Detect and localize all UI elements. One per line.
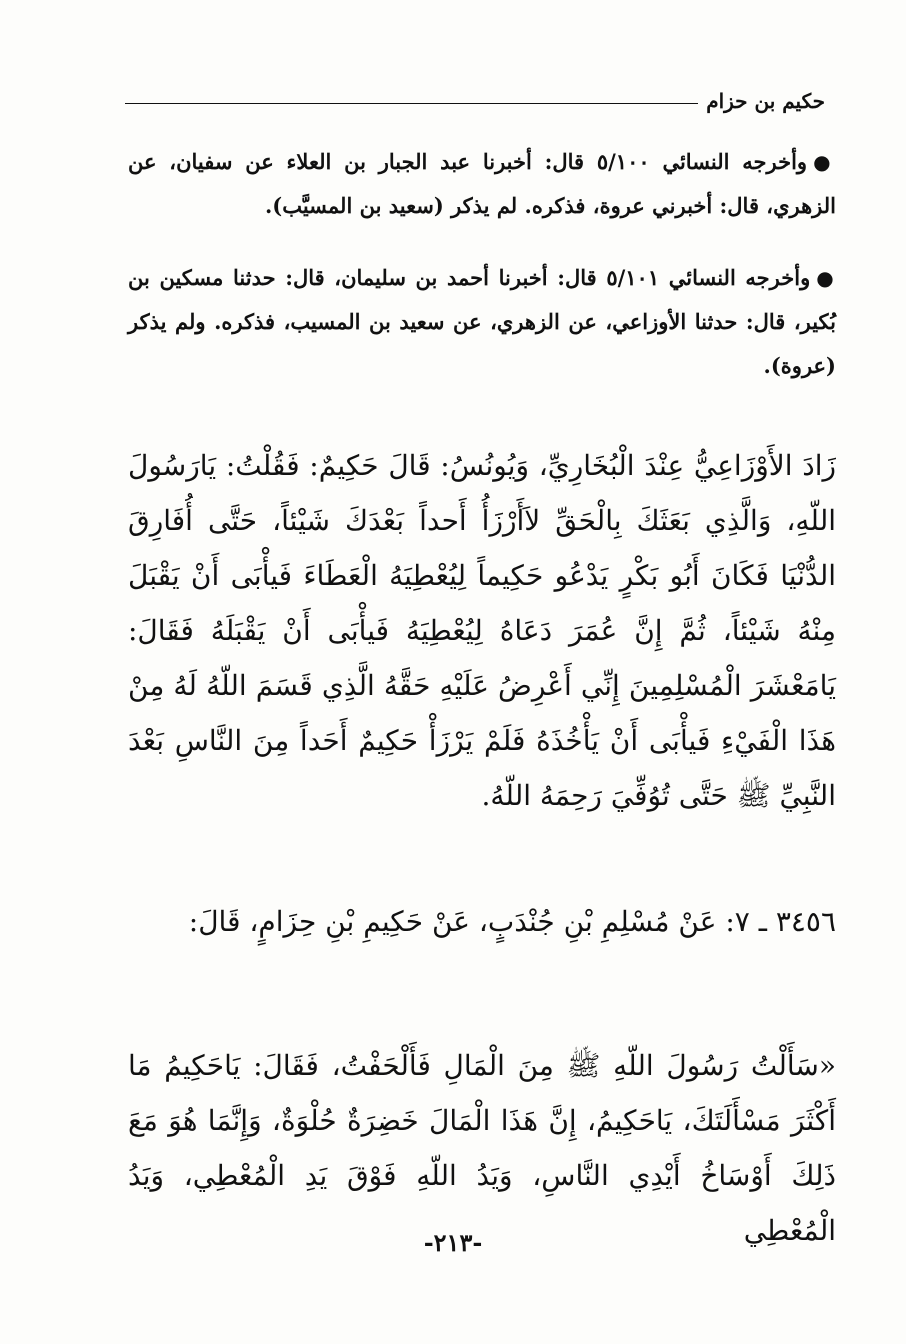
page-number: -٢١٣- [423, 1228, 483, 1257]
footnote-1 [128, 140, 836, 228]
header-rule [125, 103, 698, 104]
footnote-2 [128, 256, 836, 388]
bullet-icon: ● [813, 150, 837, 174]
hadith-text: «سَأَلْتُ رَسُولَ اللّهِ ﷺ مِنَ الْمَالِ فَأَلْحَفْتُ، فَقَالَ: يَاحَكِيمُ مَا أَكْثَرَ مَسْأَلَتَكَ، يَاحَكِيمُ، إِنَّ هَذَا الْمَالَ خَضِرَةٌ حُلْوَةٌ، وَإِنَّمَا هُوَ مَعَ ذَلِكَ أَوْسَاخُ أَيْدِي النَّاسِ، وَيَدُ اللّهِ فَوْقَ يَدِ الْمُعْطِي، وَيَدُ الْمُعْطِي [128, 1049, 836, 1247]
header-title: حكيم بن حزام [706, 89, 825, 113]
footnote-1-text: وأخرجه النسائي ٥/١٠٠ قال: أخبرنا عبد الجبار بن العلاء عن سفيان، عن الزهري، قال: أخبرني عروة، فذكره. لم يذكر (سعيد بن المسيَّب). [128, 149, 836, 218]
running-header [125, 86, 825, 116]
hadith-heading: ٣٤٥٦ ـ ٧: عَنْ مُسْلِمِ بْنِ جُنْدَبٍ، عَنْ حَكِيمِ بْنِ حِزَامٍ، قَالَ: [188, 905, 836, 938]
footnote-2-text: وأخرجه النسائي ٥/١٠١ قال: أخبرنا أحمد بن سليمان، قال: حدثنا مسكين بن بُكير، قال: حدثنا الأوزاعي، عن الزهري، عن سعيد بن المسيب، فذكره. ولم يذكر (عروة). [128, 265, 836, 378]
bullet-icon: ● [816, 266, 836, 290]
addition-paragraph: زَادَ الأَوْزَاعِيُّ عِنْدَ الْبُخَارِيِّ، وَيُونُسُ: قَالَ حَكِيمٌ: فَقُلْتُ: يَارَسُولَ اللّهِ، وَالَّذِي بَعَثَكَ بِالْحَقِّ لاَأَرْزَأُ أَحداً بَعْدَكَ شَيْئاً، حَتَّى أُفَارِقَ الدُّنْيَا فَكَانَ أَبُو بَكْرٍ يَدْعُو حَكِيماً لِيُعْطِيَهُ الْعَطَاءَ فَيأْبَى أَنْ يَقْبَلَ مِنْهُ شَيْئاً، ثُمَّ إِنَّ عُمَرَ دَعَاهُ لِيُعْطِيَهُ فَيأْبَى أَنْ يَقْبَلَهُ فَقَالَ: يَامَعْشَرَ الْمُسْلِمِينَ إِنِّي أَعْرِضُ عَلَيْهِ حَقَّهُ الَّذِي قَسَمَ اللّهُ لَهُ مِنْ هَذَا الْفَيْءِ فَيأْبَى أَنْ يَأْخُذَهُ فَلَمْ يَرْزَأْ حَكِيمٌ أَحَداً مِنَ النَّاسِ بَعْدَ النَّبِيِّ ﷺ حَتَّى تُوُفِّيَ رَحِمَهُ اللّهُ. [128, 449, 836, 812]
